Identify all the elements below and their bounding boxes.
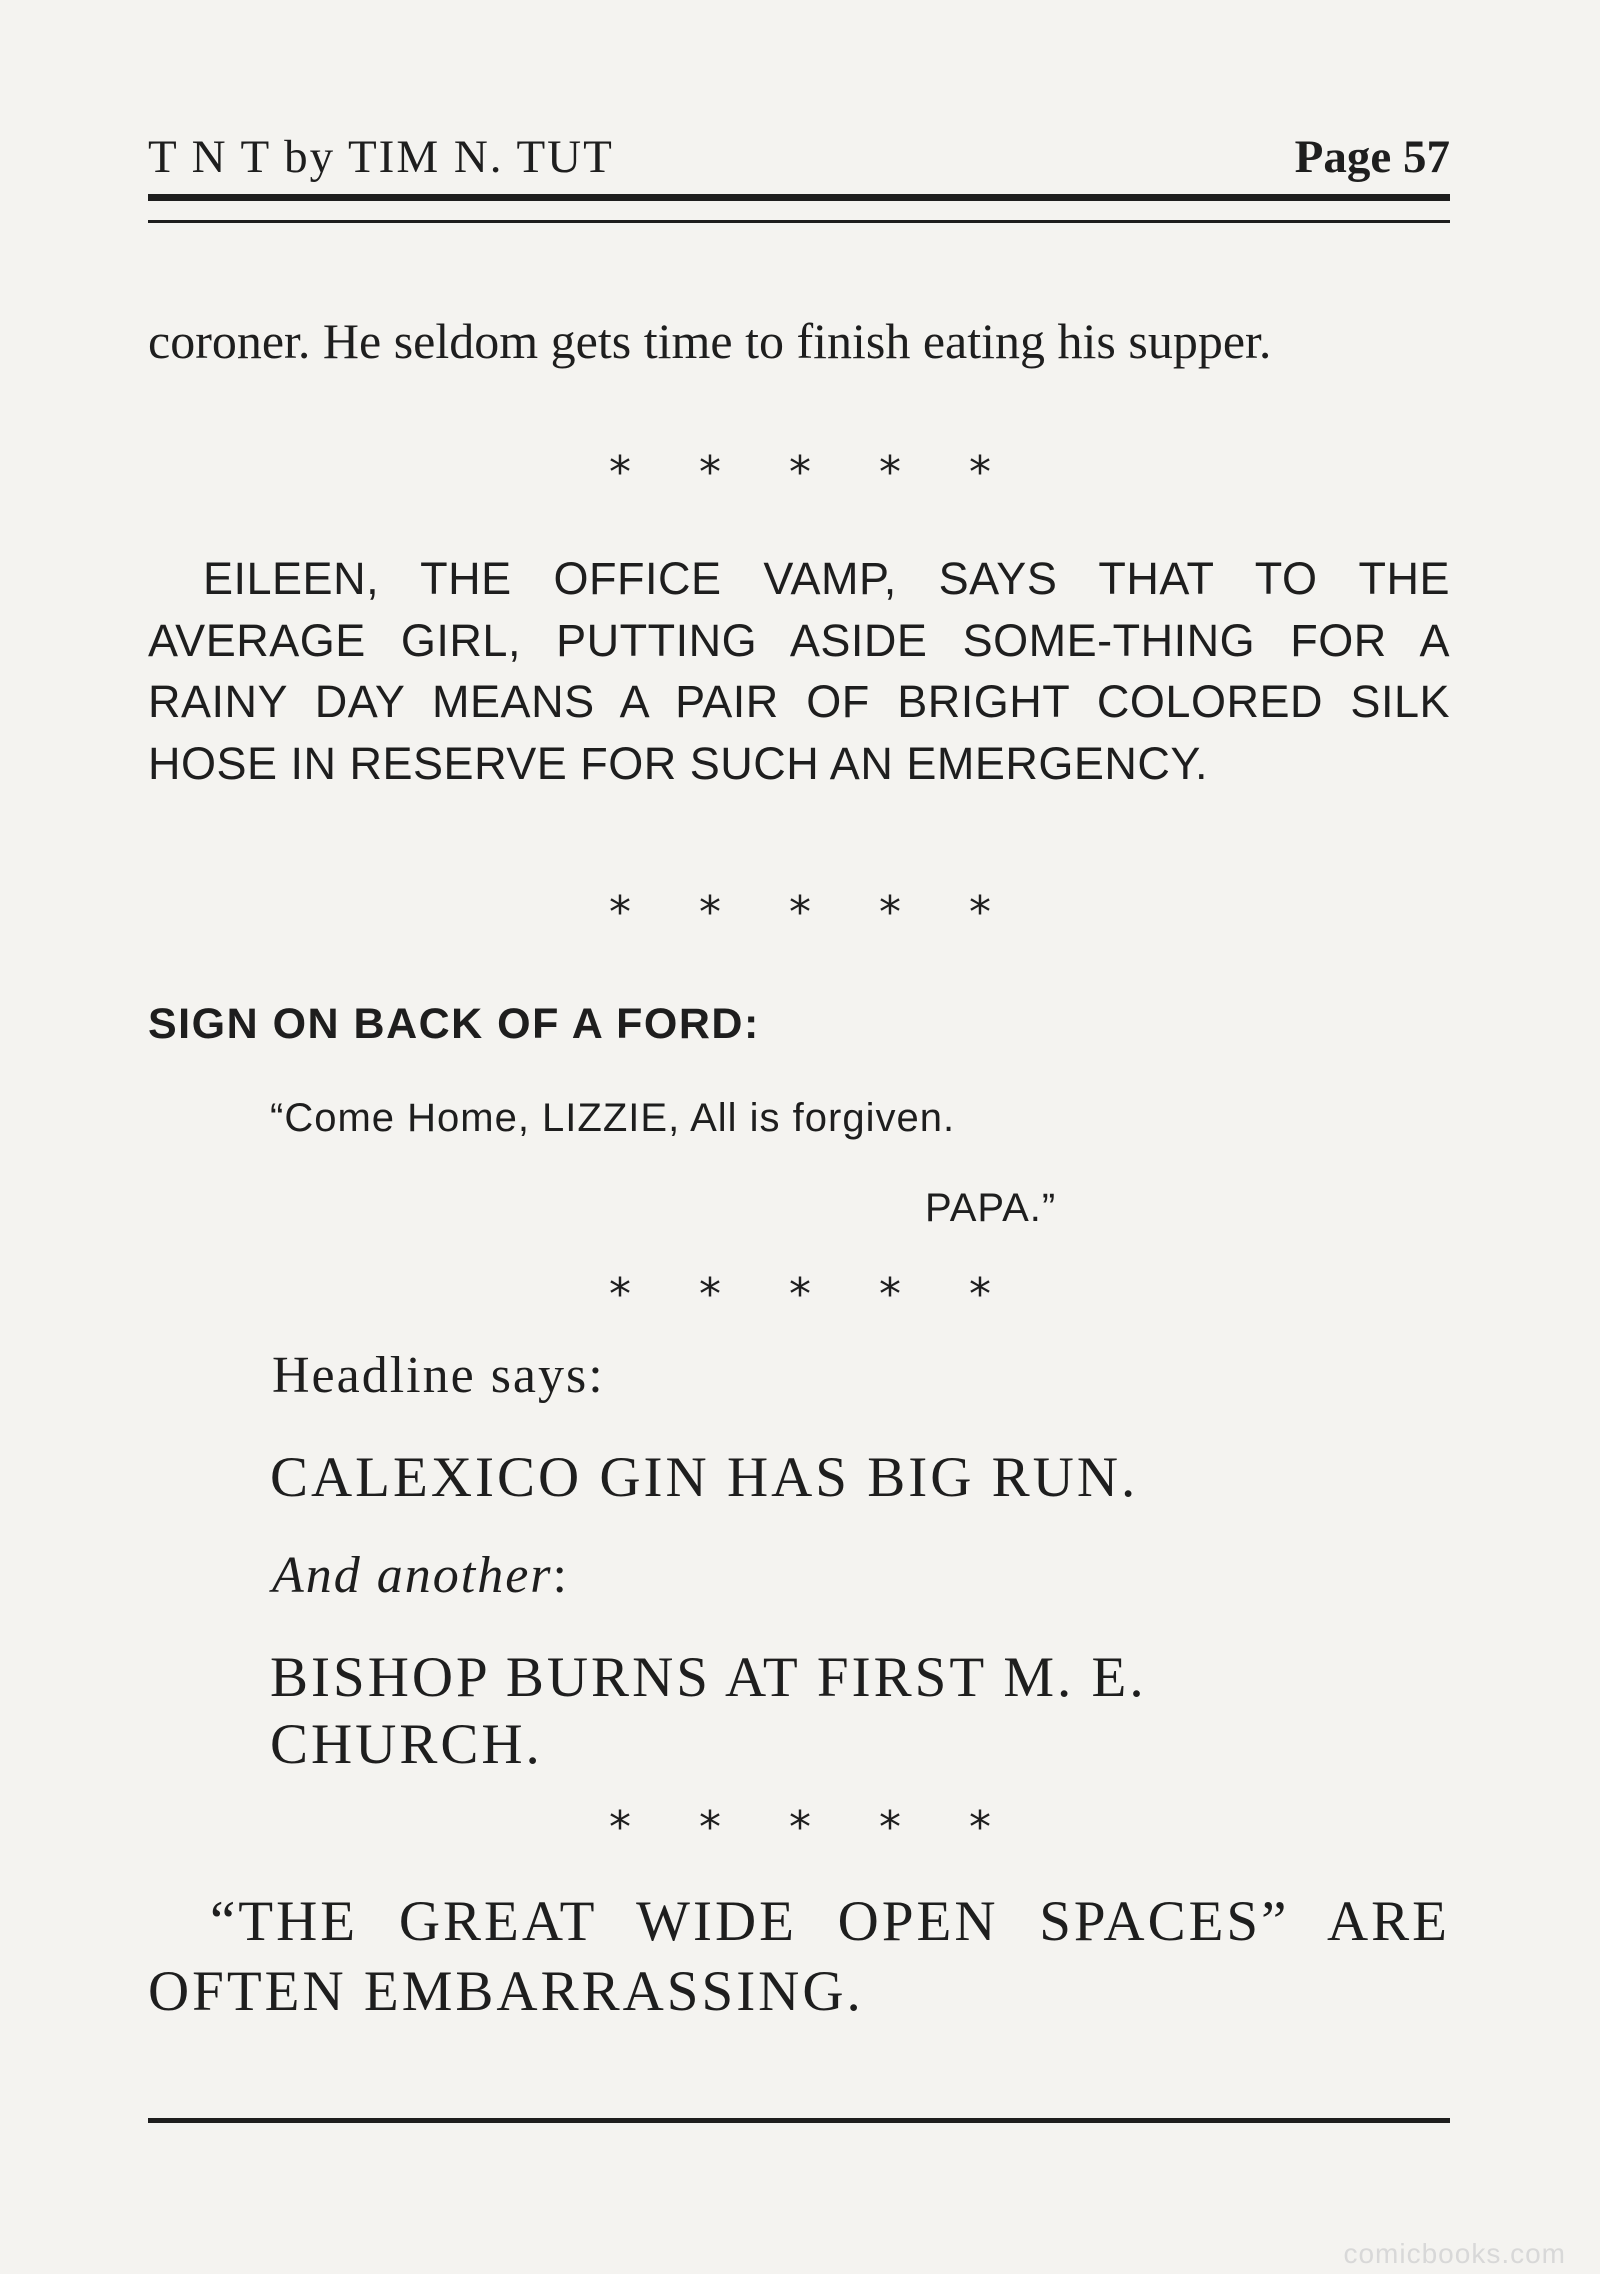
running-header [148,130,1450,190]
separator-stars: * * * * * [609,887,991,938]
footer-rule [148,2118,1450,2123]
separator-stars: * * * * * [609,447,991,498]
closing-paragraph: “THE GREAT WIDE OPEN SPACES” ARE OFTEN EMBARRASSING. [148,1890,1450,2023]
header-rule-thin [148,220,1450,223]
headline-label: Headline says: [272,1347,605,1404]
another-label [272,1546,1372,1605]
running-title: T N T by TIM N. TUT [148,131,614,183]
sign-heading: SIGN ON BACK OF A FORD: [148,1000,760,1048]
sign-signature: PAPA.” [925,1186,1057,1230]
sign-quote: “Come Home, LIZZIE, All is forgiven. [270,1096,956,1140]
another-label-colon: : [552,1547,569,1604]
header-rule-thick [148,194,1450,201]
headline-calexico: CALEXICO GIN HAS BIG RUN. [270,1446,1139,1509]
paragraph-eileen-text: EILEEN, THE OFFICE VAMP, SAYS THAT TO THE AVERAGE GIRL, PUTTING ASIDE SOME-THING FOR A RAINY DAY MEANS A PAIR OF BRIGHT COLORED SILK HOSE IN RESERVE FOR SUCH AN EMERGENCY. [148,553,1450,789]
separator-stars: * * * * * [609,1269,991,1320]
paragraph-eileen [148,548,1450,794]
headline-bishop-line1: BISHOP BURNS AT FIRST M. E. [270,1646,1147,1709]
watermark: comicbooks.com [1343,2238,1566,2269]
headline-bishop-line2: CHURCH. [270,1713,543,1776]
separator-stars: * * * * * [609,1802,991,1853]
page-number: Page 57 [1294,131,1450,183]
another-label-text: And another [272,1547,553,1604]
paragraph-coroner: coroner. He seldom gets time to finish eating his supper. [148,313,1272,369]
